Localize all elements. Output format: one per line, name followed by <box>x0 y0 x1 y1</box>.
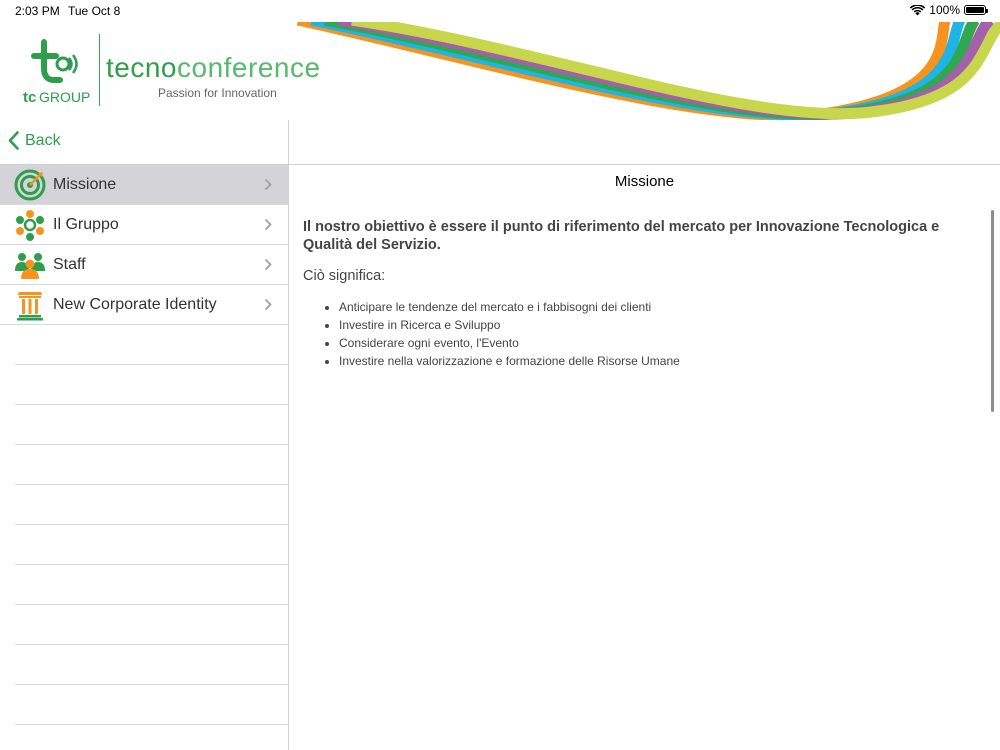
list-item: • Investire nella valorizzazione e formazione delle Risorse Umane <box>339 354 963 369</box>
empty-list-row <box>15 445 288 485</box>
empty-list-row <box>15 325 288 365</box>
decorative-stripes <box>290 22 1000 120</box>
sidebar-item-label: Missione <box>53 175 117 193</box>
people-icon <box>14 249 46 281</box>
brand-name <box>106 52 321 84</box>
chevron-left-icon <box>8 131 19 150</box>
status-right <box>910 3 986 17</box>
status-date: Tue Oct 8 <box>68 4 121 18</box>
empty-list-row <box>15 485 288 525</box>
sidebar-item-label: Staff <box>53 255 86 273</box>
nav-list <box>0 165 288 725</box>
group-network-icon <box>14 209 46 241</box>
empty-list-row <box>15 365 288 405</box>
brand-part1: tecno <box>106 52 177 83</box>
sidebar-item-new-corporate-identity[interactable] <box>0 285 288 325</box>
list-item: • Anticipare le tendenze del mercato e i fabbisogni dei clienti <box>339 300 963 315</box>
list-item: • Considerare ogni evento, l'Evento <box>339 336 963 351</box>
target-icon <box>14 169 46 201</box>
sidebar-item-il-gruppo[interactable] <box>0 205 288 245</box>
back-label: Back <box>25 131 61 149</box>
battery-percent: 100% <box>929 3 960 17</box>
tcgroup-logo <box>22 38 96 108</box>
svg-text:GROUP: GROUP <box>39 89 91 105</box>
empty-list-row <box>15 685 288 725</box>
sidebar-item-staff[interactable] <box>0 245 288 285</box>
mission-headline: Il nostro obiettivo è essere il punto di riferimento del mercato per Innovazione Tecnologica e Qualità del Servizio. <box>303 219 940 253</box>
svg-text:tc: tc <box>23 89 37 106</box>
sidebar-item-label: Il Gruppo <box>53 215 119 233</box>
brand-tagline: Passion for Innovation <box>158 86 277 100</box>
detail-content <box>303 218 963 372</box>
chevron-right-icon <box>264 298 272 311</box>
status-bar <box>0 0 1000 22</box>
back-button[interactable] <box>8 131 61 150</box>
logo-divider <box>99 34 100 106</box>
column-icon <box>14 289 46 321</box>
empty-list-row <box>15 645 288 685</box>
empty-list-row <box>15 525 288 565</box>
sidebar-divider <box>288 120 289 750</box>
empty-list-row <box>15 605 288 645</box>
app-header <box>0 22 1000 120</box>
empty-list-row <box>15 565 288 605</box>
chevron-right-icon <box>264 258 272 271</box>
sidebar <box>0 120 288 750</box>
status-time: 2:03 PM <box>15 4 60 18</box>
content-scrollbar[interactable] <box>991 210 994 412</box>
page-title: Missione <box>614 173 675 190</box>
brand-part2: conference <box>177 52 321 83</box>
sidebar-item-missione[interactable] <box>0 165 288 205</box>
battery-level <box>966 7 984 13</box>
battery-icon <box>964 5 986 15</box>
chevron-right-icon <box>264 218 272 231</box>
chevron-right-icon <box>264 178 272 191</box>
wifi-icon <box>910 5 925 16</box>
mission-bullet-list <box>303 300 963 369</box>
list-item: • Investire in Ricerca e Sviluppo <box>339 318 963 333</box>
detail-nav-divider <box>289 164 1000 165</box>
sidebar-item-label: New Corporate Identity <box>53 295 217 313</box>
empty-list-row <box>15 405 288 445</box>
mission-subhead: Ciò significa: <box>303 268 386 284</box>
